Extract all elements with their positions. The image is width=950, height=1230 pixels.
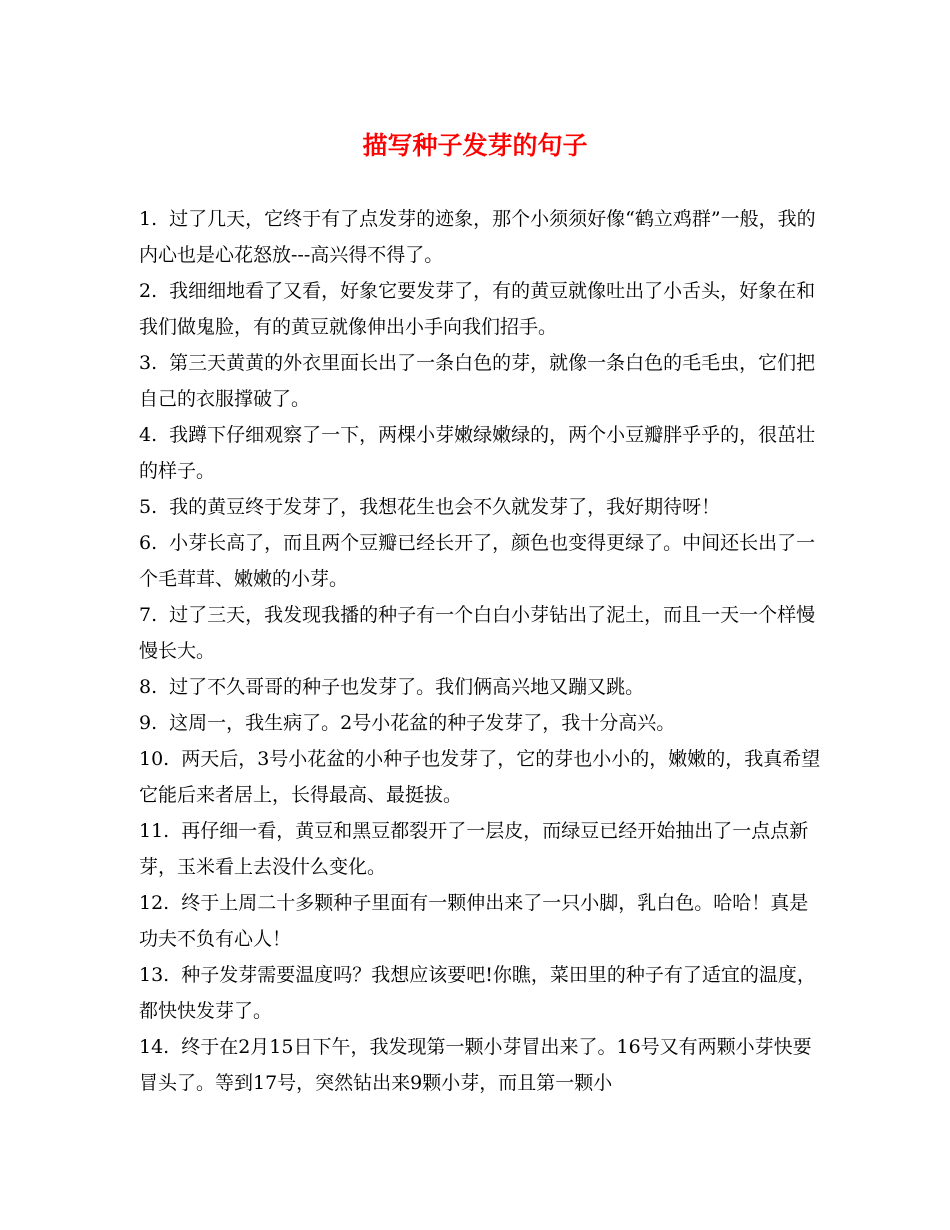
list-item [139,813,825,885]
item-number: 6. [139,532,158,554]
item-text: 我的黄豆终于发芽了，我想花生也会不久就发芽了，我好期待呀！ [169,496,721,518]
sentence-list [139,201,825,1101]
list-item [139,669,825,705]
list-item [139,705,825,741]
item-number: 12. [139,892,170,914]
item-text: 这周一，我生病了。2号小花盆的种子发芽了，我十分高兴。 [169,712,676,734]
list-item [139,489,825,525]
item-number: 7. [139,604,158,626]
item-text: 小芽长高了，而且两个豆瓣已经长开了，颜色也变得更绿了。中间还长出了一个毛茸茸、嫩嫩的小芽。 [139,532,816,590]
item-text: 再仔细一看，黄豆和黑豆都裂开了一层皮，而绿豆已经开始抽出了一点点新芽，玉米看上去没什么变化。 [139,820,809,878]
list-item [139,1029,825,1101]
item-number: 3. [139,352,158,374]
item-number: 11. [139,820,170,842]
item-number: 2. [139,280,158,302]
document-title: 描写种子发芽的句子 [362,131,588,160]
item-text: 第三天黄黄的外衣里面长出了一条白色的芽，就像一条白色的毛毛虫，它们把自己的衣服撑破了。 [139,352,816,410]
item-text: 两天后，3号小花盆的小种子也发芽了，它的芽也小小的，嫩嫩的，我真希望它能后来者居上，长得最高、最挺拔。 [139,748,821,806]
item-text: 终于上周二十多颗种子里面有一颗伸出来了一只小脚，乳白色。哈哈！真是功夫不负有心人！ [139,892,809,950]
list-item [139,201,825,273]
item-text: 种子发芽需要温度吗？我想应该要吧!你瞧，菜田里的种子有了适宜的温度，都快快发芽了。 [139,964,816,1022]
item-number: 5. [139,496,158,518]
list-item [139,345,825,417]
list-item [139,885,825,957]
list-item [139,597,825,669]
item-number: 10. [139,748,170,770]
item-number: 8. [139,676,158,698]
item-text: 过了不久哥哥的种子也发芽了。我们俩高兴地又蹦又跳。 [169,676,645,698]
item-text: 我细细地看了又看，好象它要发芽了，有的黄豆就像吐出了小舌头，好象在和我们做鬼脸，有的黄豆就像伸出小手向我们招手。 [139,280,816,338]
list-item [139,741,825,813]
item-text: 过了三天，我发现我播的种子有一个白白小芽钻出了泥土，而且一天一个样慢慢长大。 [139,604,816,662]
item-text: 终于在2月15日下午，我发现第一颗小芽冒出来了。16号又有两颗小芽快要冒头了。等到17号，突然钻出来9颗小芽，而且第一颗小 [139,1036,812,1094]
item-number: 13. [139,964,170,986]
item-number: 14. [139,1036,170,1058]
item-number: 1. [139,208,158,230]
list-item [139,957,825,1029]
item-number: 4. [139,424,158,446]
list-item [139,273,825,345]
item-text: 我蹲下仔细观察了一下，两棵小芽嫩绿嫩绿的，两个小豆瓣胖乎乎的，很茁壮的样子。 [139,424,816,482]
item-text: 过了几天，它终于有了点发芽的迹象，那个小须须好像“鹤立鸡群”一般，我的内心也是心花怒放---高兴得不得了。 [139,208,816,266]
list-item [139,417,825,489]
item-number: 9. [139,712,158,734]
list-item [139,525,825,597]
